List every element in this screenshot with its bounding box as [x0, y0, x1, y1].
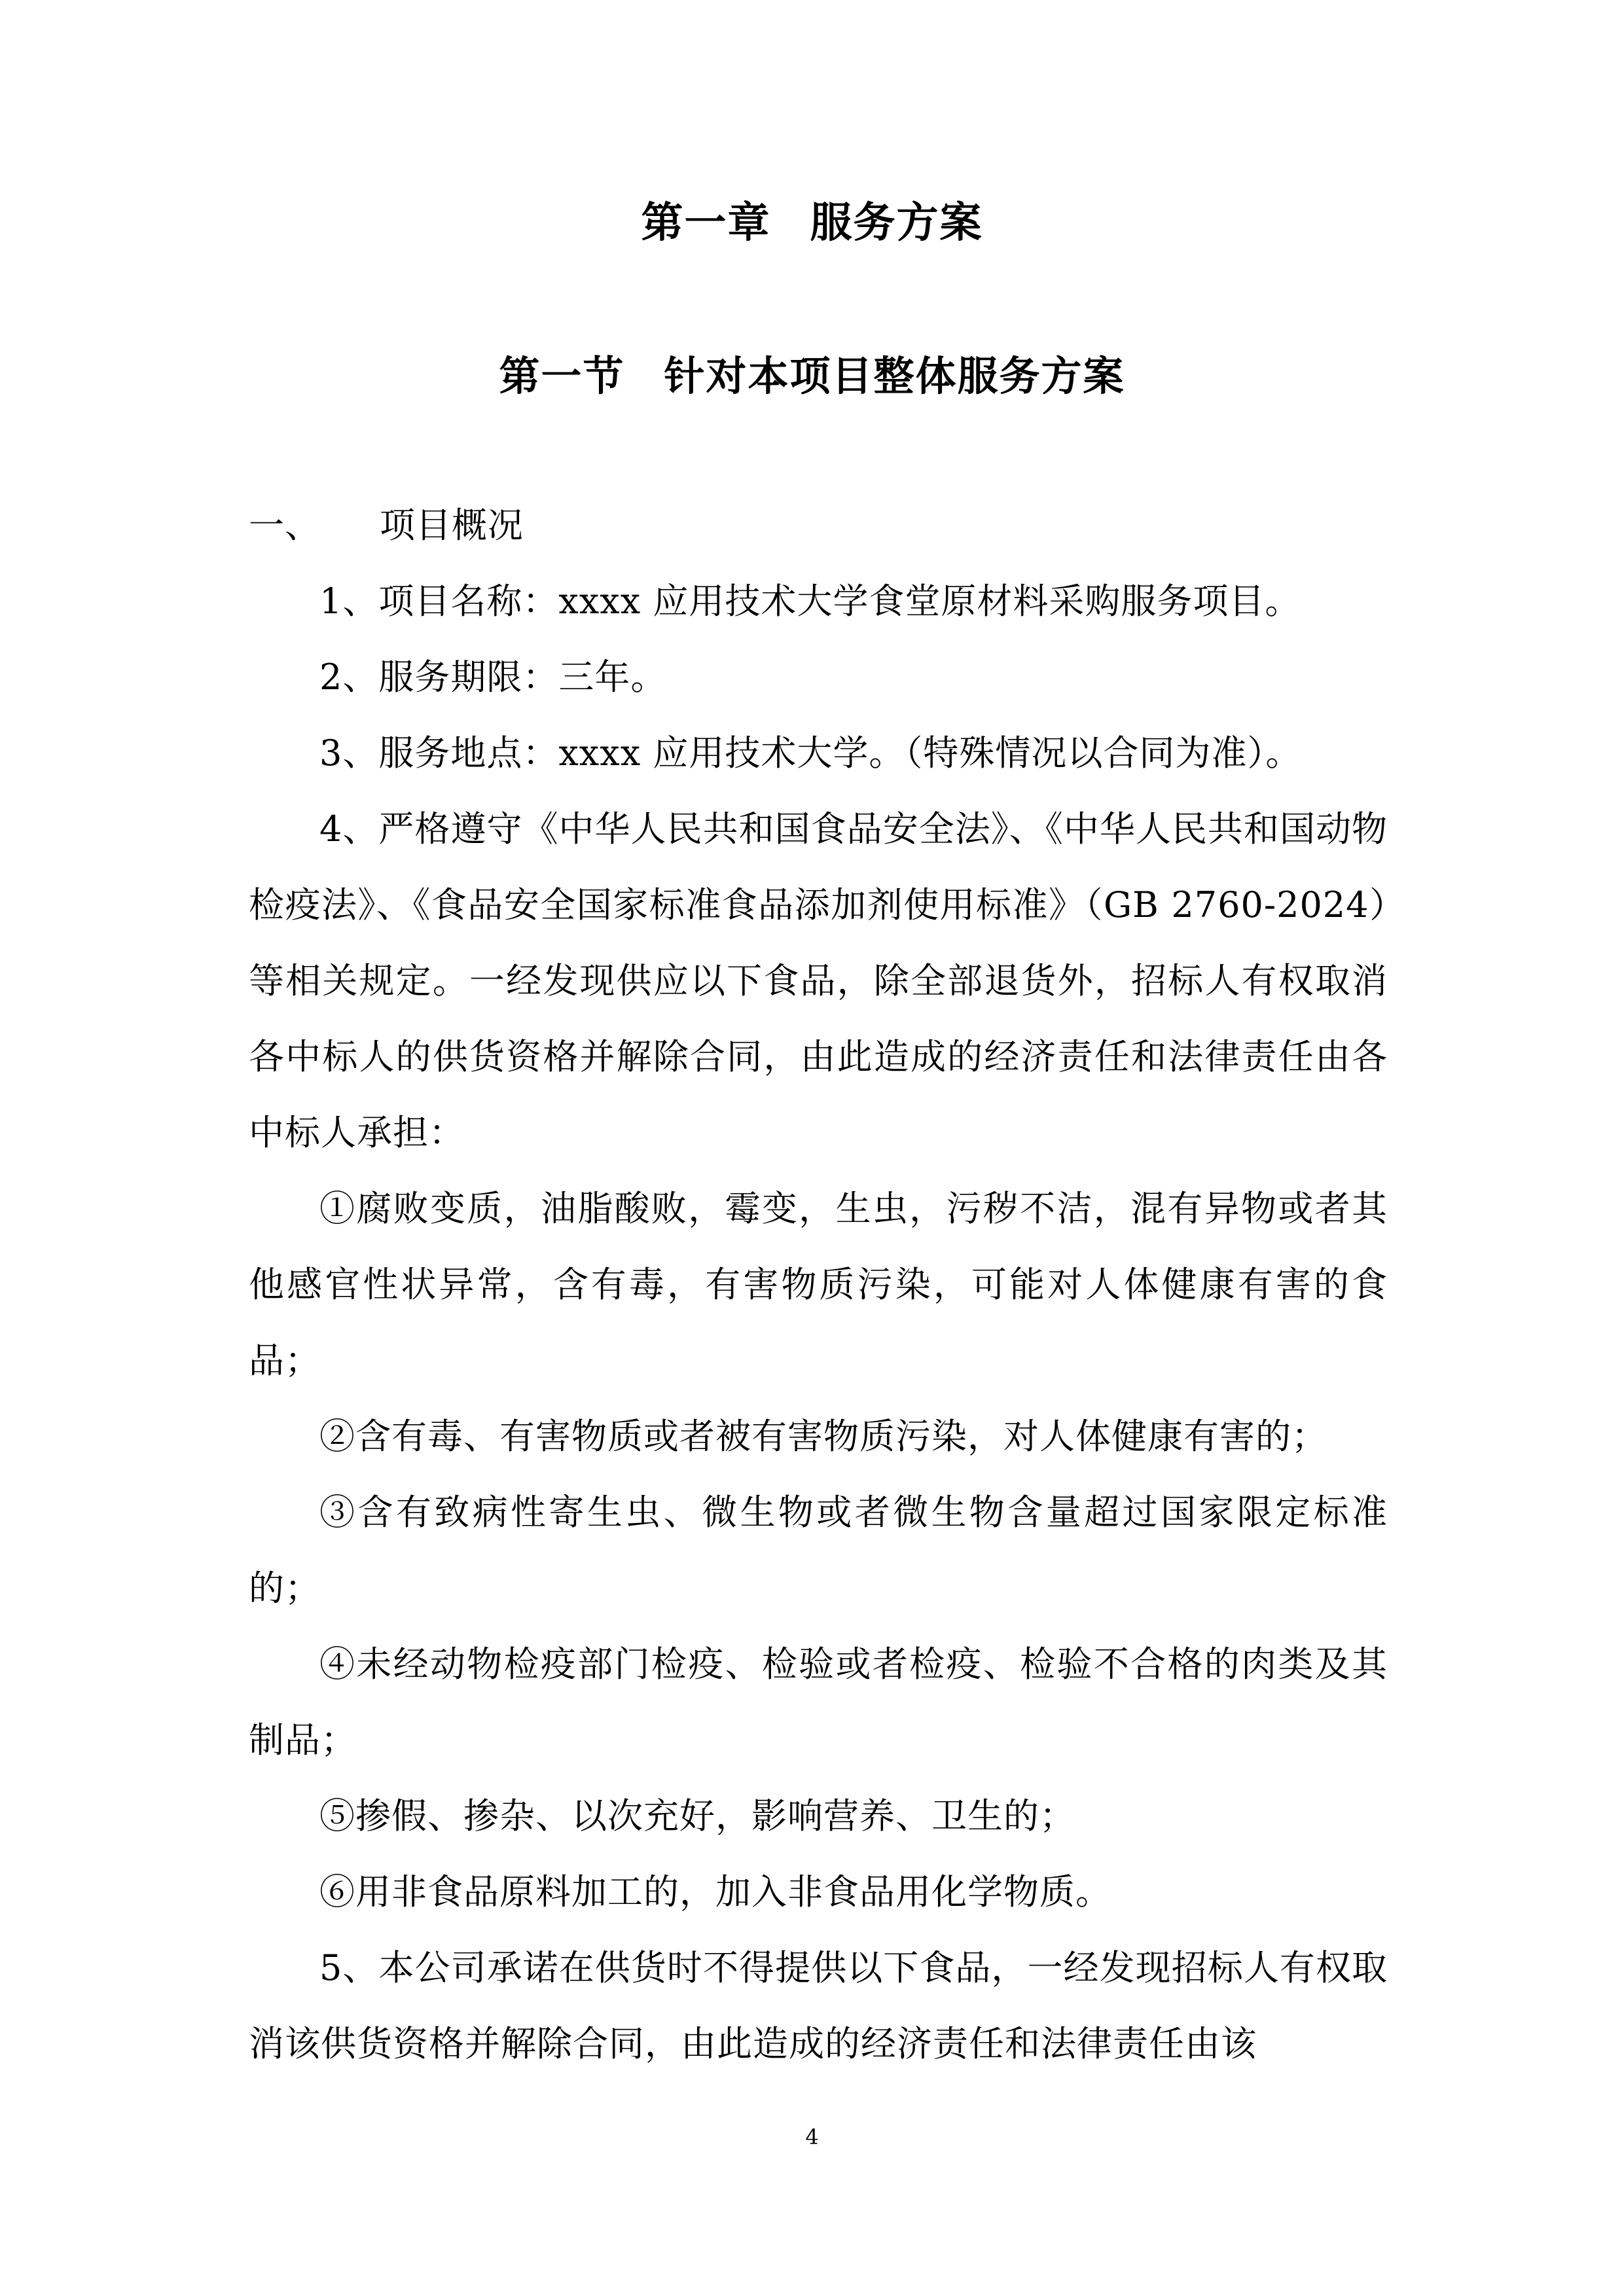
- section-title: [0, 347, 1624, 406]
- chapter-label: 第一章: [641, 198, 771, 247]
- paragraph-compliance: 4、严格遵守《中华人民共和国食品安全法》、《中华人民共和国动物检疫法》、《食品安全国家标准食品添加剂使用标准》（GB 2760-2024）等相关规定。一经发现供应以下食品，除全部退货外，招标人有权取消各中标人的供货资格并解除合同，由此造成的经济责任和法律责任由各中标人承担：: [249, 808, 1388, 1153]
- section-name: 针对本项目整体服务方案: [664, 352, 1125, 400]
- list-item-uninspected-meat: ④未经动物检疫部门检疫、检验或者检疫、检验不合格的肉类及其制品；: [249, 1643, 1388, 1761]
- document-body: [249, 488, 1388, 2082]
- list-item-pathogens: ③含有致病性寄生虫、微生物或者微生物含量超过国家限定标准的；: [249, 1492, 1388, 1609]
- list-item-spoiled-food: ①腐败变质，油脂酸败，霉变，生虫，污秽不洁，混有异物或者其他感官性状异常，含有毒，有害物质污染，可能对人体健康有害的食品；: [249, 1188, 1388, 1381]
- heading-project-overview: [249, 488, 1388, 564]
- list-item-adulterated: ⑤掺假、掺杂、以次充好，影响营养、卫生的；: [319, 1795, 1075, 1837]
- section-label: 第一节: [499, 352, 625, 400]
- chapter-name: 服务方案: [810, 198, 983, 247]
- paragraph-supply-commitment: 5、本公司承诺在供货时不得提供以下食品，一经发现招标人有权取消该供货资格并解除合同，由此造成的经济责任和法律责任由该: [249, 1947, 1388, 2064]
- paragraph-service-location: 3、服务地点：xxxx 应用技术大学。（特殊情况以合同为准）。: [319, 732, 1302, 774]
- paragraph-project-name: 1、项目名称：xxxx 应用技术大学食堂原材料采购服务项目。: [319, 581, 1301, 622]
- chapter-title: [0, 194, 1624, 253]
- list-item-non-food-materials: ⑥用非食品原料加工的，加入非食品用化学物质。: [319, 1871, 1111, 1912]
- heading-number: 一、: [249, 505, 321, 546]
- page-number: 4: [805, 2125, 819, 2149]
- list-item-toxic-substances: ②含有毒、有害物质或者被有害物质污染，对人体健康有害的；: [319, 1416, 1327, 1457]
- heading-title: 项目概况: [380, 505, 524, 546]
- paragraph-service-period: 2、服务期限：三年。: [319, 656, 667, 698]
